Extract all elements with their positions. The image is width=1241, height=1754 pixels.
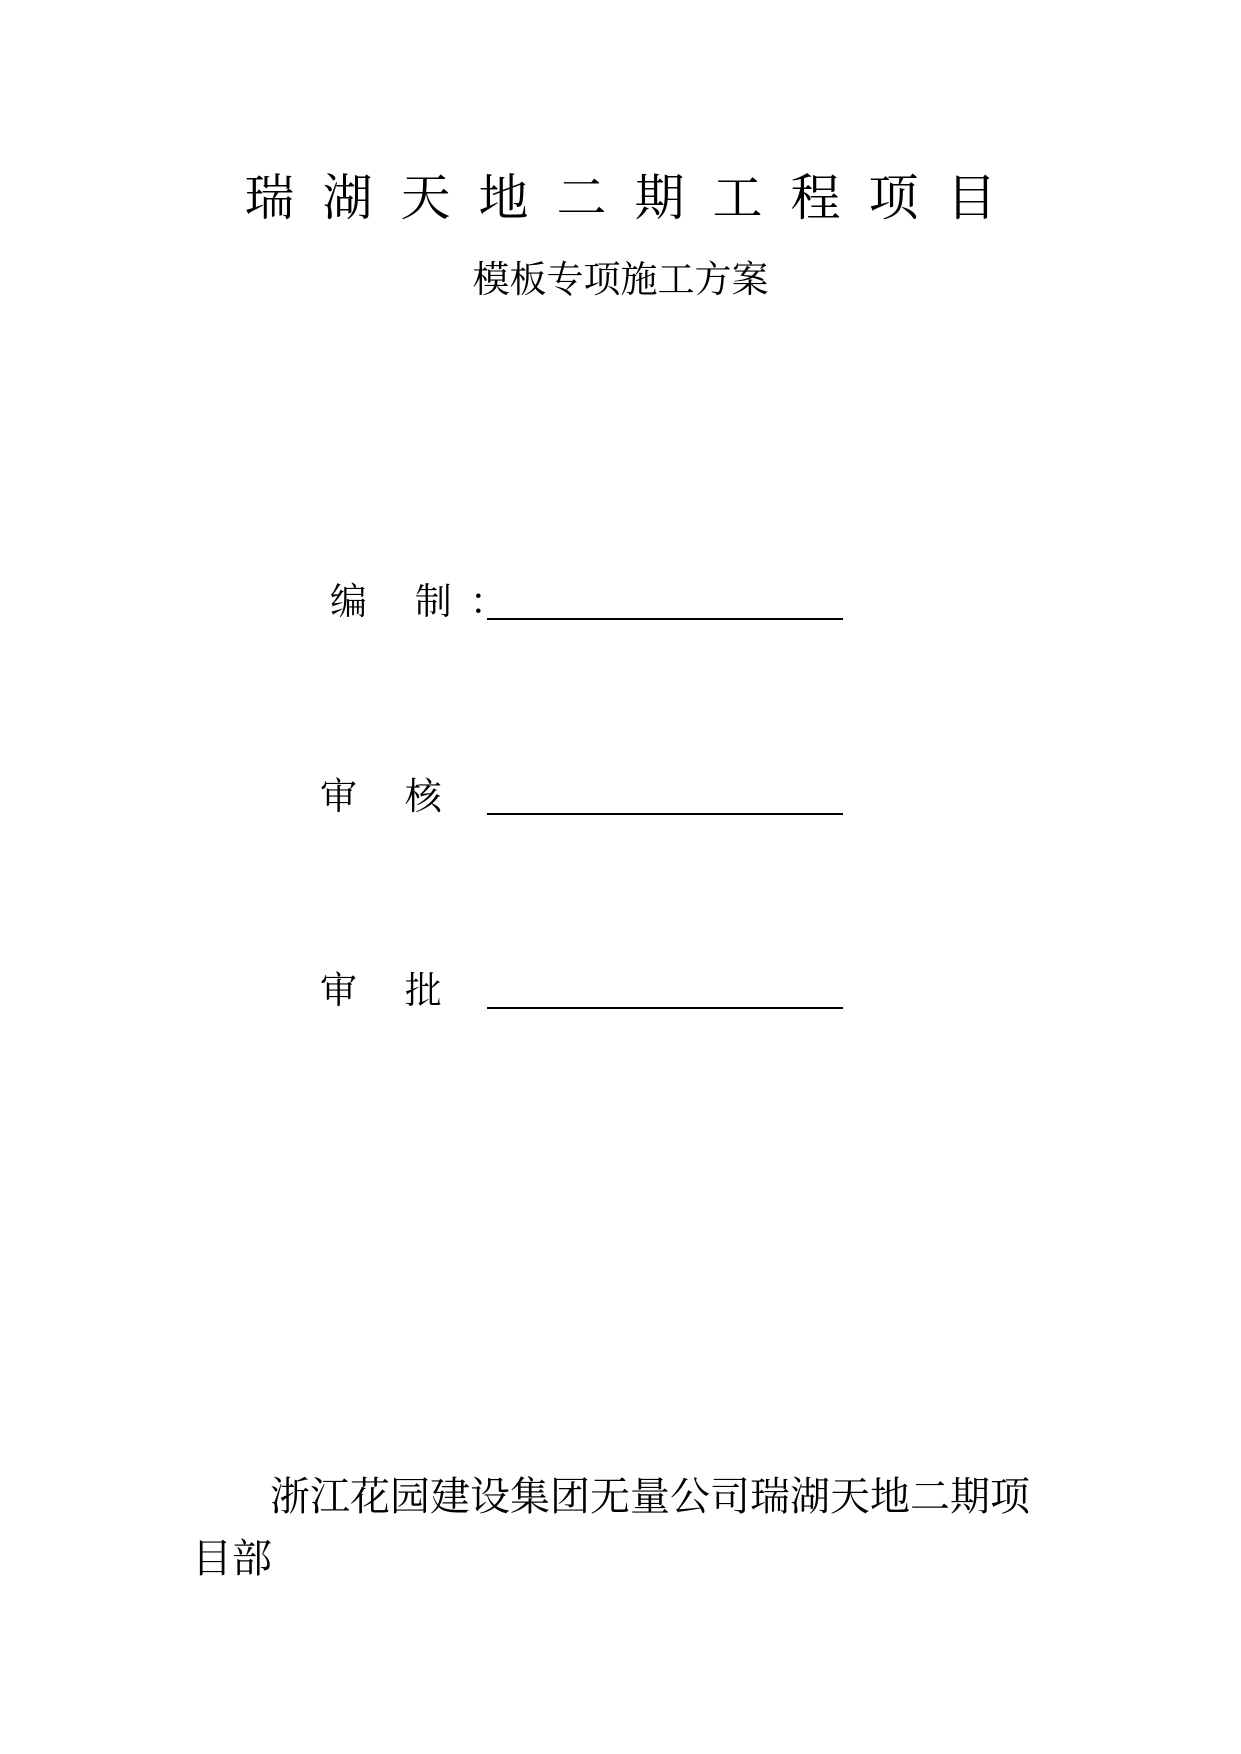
signoff-row-prepared [0,580,1241,640]
signoff-line-approved [487,1007,843,1009]
signoff-line-reviewed [487,813,843,815]
signoff-label-approved: 审 批 [320,969,460,1012]
signoff-line-prepared [487,618,843,620]
document-title: 瑞湖天地二期工程项目 [244,169,1025,227]
document-subtitle: 模板专项施工方案 [472,258,769,301]
signoff-row-approved [0,969,1241,1029]
organization-name: 浙江花园建设集团无量公司瑞湖天地二期项目部 [192,1474,1030,1582]
signoff-row-reviewed [0,775,1241,835]
signoff-label-prepared: 编 制： [330,580,525,623]
signoff-label-reviewed: 审 核 [320,775,460,818]
